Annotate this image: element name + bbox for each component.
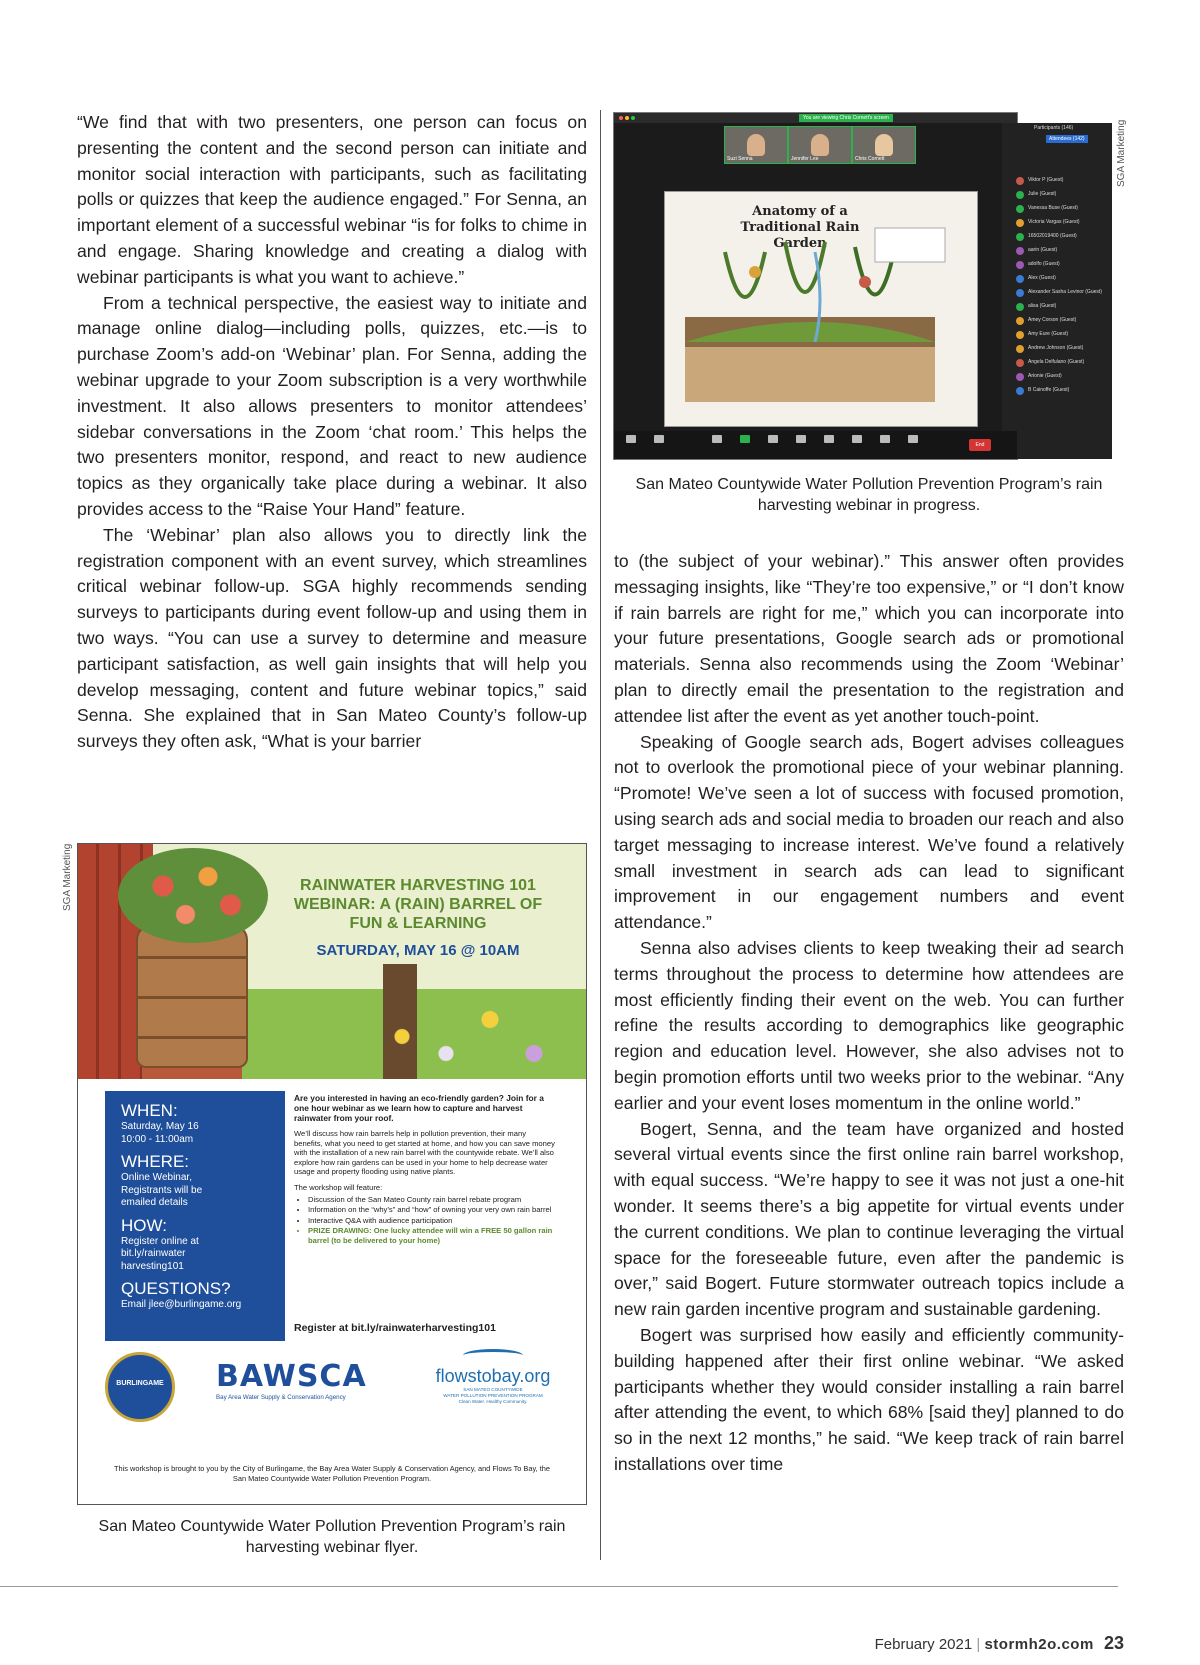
- list-item[interactable]: Arionie (Guest): [1016, 371, 1106, 385]
- how-heading: HOW:: [121, 1215, 167, 1235]
- left-column-text: [77, 110, 587, 755]
- list-item[interactable]: B Cainoffe (Guest): [1016, 385, 1106, 399]
- issue-date: February 2021: [874, 1636, 973, 1653]
- footer-rule: [0, 1586, 1118, 1587]
- paragraph: Bogert was surprised how easily and efficiently community-building happened after their first online webinar. “We asked participants whether they would consider installing a rain barrel after attending the event, to which 68% [said they] planned to do so in the next 12 months,” he said. “We keep track of rain barrel installations over time: [614, 1324, 1124, 1474]
- list-item[interactable]: Alexander Sasha Levinor (Guest): [1016, 287, 1106, 301]
- questions-heading: QUESTIONS?: [121, 1279, 231, 1298]
- flyer-footnote: This workshop is brought to you by the City of Burlingame, the Bay Area Water Supply & Conservation Agency, and Flows To Bay, the San Mateo Countywide Water Pollution Prevention Program.: [114, 1464, 550, 1483]
- wave-icon: [463, 1349, 523, 1362]
- burlingame-seal-icon: BURLINGAME: [105, 1352, 175, 1422]
- event-details-box: [105, 1091, 285, 1341]
- flyer-date: SATURDAY, MAY 16 @ 10AM: [316, 942, 520, 959]
- prize-item: • PRIZE DRAWING: One lucky attendee will win a FREE 50 gallon rain barrel (to be delivered to your home): [308, 1226, 556, 1245]
- flyer-description: [294, 1093, 556, 1247]
- zoom-toolbar: [614, 431, 1017, 459]
- list-item[interactable]: Alex (Guest): [1016, 273, 1106, 287]
- page-footer: [875, 1633, 1124, 1654]
- screen-share-banner: You are viewing Chris Cornett's screen: [799, 114, 893, 122]
- when-heading: WHEN:: [121, 1101, 178, 1120]
- flyer-lead: Are you interested in having an eco-friendly garden? Join for a one hour webinar as we learn how to capture and harvest rainwater from your roof.: [294, 1093, 544, 1123]
- video-icon[interactable]: [654, 435, 664, 443]
- right-column-text: [614, 549, 1124, 1478]
- slide-title: Anatomy of a Traditional Rain Garden: [740, 204, 860, 251]
- paragraph: to (the subject of your webinar).” This answer often provides messaging insights, like “They’re too expensive,” or “I don’t know if rain barrels are right for me,” which you can incorporate into your future presentations, Google search ads or promotional materials. Senna also recommends using the Zoom ‘Webinar’ plan to directly email the presentation to the registration and attendee list after the event as yet another touch-point.: [614, 551, 1124, 726]
- paragraph: Bogert, Senna, and the team have organized and hosted several virtual events since the first online rain barrel workshop, with equal success. “We’re happy to see it was not just a one-hit wonder. It seems there’s a big appetite for virtual events under the current conditions. We plan to continue leveraging the virtual space for the foreseeable future, even after the pandemic is over,” said Bogert. Future stormwater outreach topics include a new rain garden incentive program and sustainable gardening.: [614, 1118, 1124, 1320]
- flyer-caption: San Mateo Countywide Water Pollution Prevention Program’s rain harvesting webinar flyer.: [98, 1518, 566, 1556]
- list-item: • Information on the “why’s” and “how” of owning your very own rain barrel: [308, 1205, 556, 1215]
- paragraph: “We find that with two presenters, one person can focus on presenting the content and the second person can initiate and monitor social interaction with participants, such as facilitating polls or quizzes that keep the audience engaged.” For Senna, an important element of a successful webinar “is for folks to chime in and engage. Sharing knowledge and creating a dialog with webinar participants is what you want to achieve.”: [77, 112, 587, 287]
- bawsca-logo: BAWSCA Bay Area Water Supply & Conservation Agency: [216, 1359, 367, 1401]
- photo-credit-flyer: SGA Marketing: [62, 843, 73, 911]
- chat-icon[interactable]: [824, 435, 834, 443]
- where-text: Online Webinar, Registrants will be emailed details: [121, 1172, 203, 1208]
- list-item[interactable]: aarin (Guest): [1016, 245, 1106, 259]
- list-item[interactable]: Amey Corson (Guest): [1016, 315, 1106, 329]
- list-item[interactable]: 16502019400 (Guest): [1016, 231, 1106, 245]
- participants-icon[interactable]: [712, 435, 722, 443]
- zoom-caption: San Mateo Countywide Water Pollution Prevention Program’s rain harvesting webinar in progress.: [635, 476, 1103, 514]
- rain-garden-illustration: [665, 192, 977, 426]
- when-text: Saturday, May 16 10:00 - 11:00am: [121, 1121, 199, 1145]
- how-text: Register online at bit.ly/rainwater harvesting101: [121, 1235, 199, 1272]
- flyer-hero-illustration: [78, 844, 586, 1079]
- list-item[interactable]: Vanessa Buse (Guest): [1016, 203, 1106, 217]
- mic-icon[interactable]: [626, 435, 636, 443]
- attendees-tab[interactable]: Attendees (142): [1046, 135, 1088, 143]
- list-item: • Discussion of the San Mateo County rain barrel rebate program: [308, 1195, 556, 1205]
- paragraph: Senna also advises clients to keep tweaking their ad search terms throughout the process to determine how attendees are most efficiently finding their event on the web. You can further refine the results according to demographics like geographic region and education level. However, she also advises not to begin promotion efforts until two weeks prior to the webinar. “Any earlier and your event loses momentum in the online world.”: [614, 937, 1124, 1113]
- list-item[interactable]: Andrew Johnson (Guest): [1016, 343, 1106, 357]
- flowstobay-logo: flowstobay.org SAN MATEO COUNTYWIDE WATER POLLUTION PREVENTION PROGRAM Clean Water. Healthy Community.: [428, 1349, 558, 1405]
- list-item[interactable]: Angela Delfulano (Guest): [1016, 357, 1106, 371]
- paragraph: Speaking of Google search ads, Bogert advises colleagues not to overlook the promotional piece of your webinar planning. “Promote! We’ve seen a lot of success with focused promotion, using search ads and social media to broaden our reach and also target messaging to increase interest. We’ve found a relatively small investment in search ads can lead to significant improvement in our engagement numbers and event attendance.”: [614, 731, 1124, 933]
- feature-intro: The workshop will feature:: [294, 1182, 383, 1192]
- register-link: Register at bit.ly/rainwaterharvesting101: [294, 1322, 496, 1334]
- photo-credit-zoom: SGA Marketing: [1116, 119, 1127, 187]
- polling-icon[interactable]: [768, 435, 778, 443]
- video-thumbnail: Suzi Senna: [724, 126, 788, 164]
- qa-icon[interactable]: [852, 435, 862, 443]
- more-icon[interactable]: [908, 435, 918, 443]
- feature-list: [294, 1195, 556, 1246]
- list-item[interactable]: alisa (Guest): [1016, 301, 1106, 315]
- participants-title: Participants (146): [1034, 125, 1074, 131]
- rain-barrel-icon: [136, 924, 248, 1068]
- where-heading: WHERE:: [121, 1152, 189, 1171]
- site-name: stormh2o.com: [984, 1636, 1094, 1653]
- zoom-webinar-screenshot: [613, 112, 1102, 460]
- footer-separator: |: [976, 1636, 981, 1653]
- list-item[interactable]: adolfo (Guest): [1016, 259, 1106, 273]
- list-item[interactable]: Viktor P (Guest): [1016, 175, 1106, 189]
- share-screen-icon[interactable]: [740, 435, 750, 443]
- questions-text: Email jlee@burlingame.org: [121, 1299, 242, 1310]
- caption-icon[interactable]: [880, 435, 890, 443]
- shared-slide: [664, 191, 978, 427]
- video-thumbnail: Jennifer Lee: [788, 126, 852, 164]
- list-item[interactable]: Victoria Vargas (Guest): [1016, 217, 1106, 231]
- flyer-title: RAINWATER HARVESTING 101 WEBINAR: A (RAIN) BARREL OF FUN & LEARNING: [293, 877, 543, 932]
- paragraph: The ‘Webinar’ plan also allows you to directly link the registration component with an event survey, which streamlines critical webinar follow-up. SGA highly recommends sending surveys to participants during event follow-up and using them in two ways. “You can use a survey to determine and measure participant satisfaction, as well gain insights that will help you develop messaging, content and future webinar topics,” said Senna. She explained that in San Mateo County’s follow-up surveys they often ask, “What is your barrier: [77, 524, 587, 752]
- list-item[interactable]: Julie (Guest): [1016, 189, 1106, 203]
- page-number: 23: [1103, 1633, 1124, 1653]
- record-icon[interactable]: [796, 435, 806, 443]
- end-button[interactable]: End: [969, 439, 991, 451]
- webinar-flyer: [77, 843, 587, 1505]
- flyer-body: We’ll discuss how rain barrels help in pollution prevention, their many benefits, what you need to get started at home, and how you can save money with the installation of a new rain barrel with the countywide rebate. We’ll also explore how rain gardens can be used in your home to help decrease water usage and property flooding using native plants.: [294, 1129, 555, 1177]
- flower-pot-blooms: [118, 848, 268, 943]
- list-item: • Interactive Q&A with audience participation: [308, 1216, 556, 1226]
- list-item[interactable]: Amy Eure (Guest): [1016, 329, 1106, 343]
- video-thumbnail: Chris Cornett: [852, 126, 916, 164]
- garden-flowers: [358, 994, 578, 1079]
- paragraph: From a technical perspective, the easiest way to initiate and manage online dialog—including polls, quizzes, etc.—is to purchase Zoom’s add-on ‘Webinar’ plan. For Senna, adding the webinar upgrade to your Zoom subscription is a very worthwhile investment. It also allows presenters to monitor attendees’ sidebar conversations in the Zoom ‘chat room.’ This helps the two presenters monitor, respond, and react to new audience topics as they organically take place during a webinar. It also provides access to the “Raise Your Hand” feature.: [77, 292, 587, 519]
- column-divider: [600, 110, 601, 1560]
